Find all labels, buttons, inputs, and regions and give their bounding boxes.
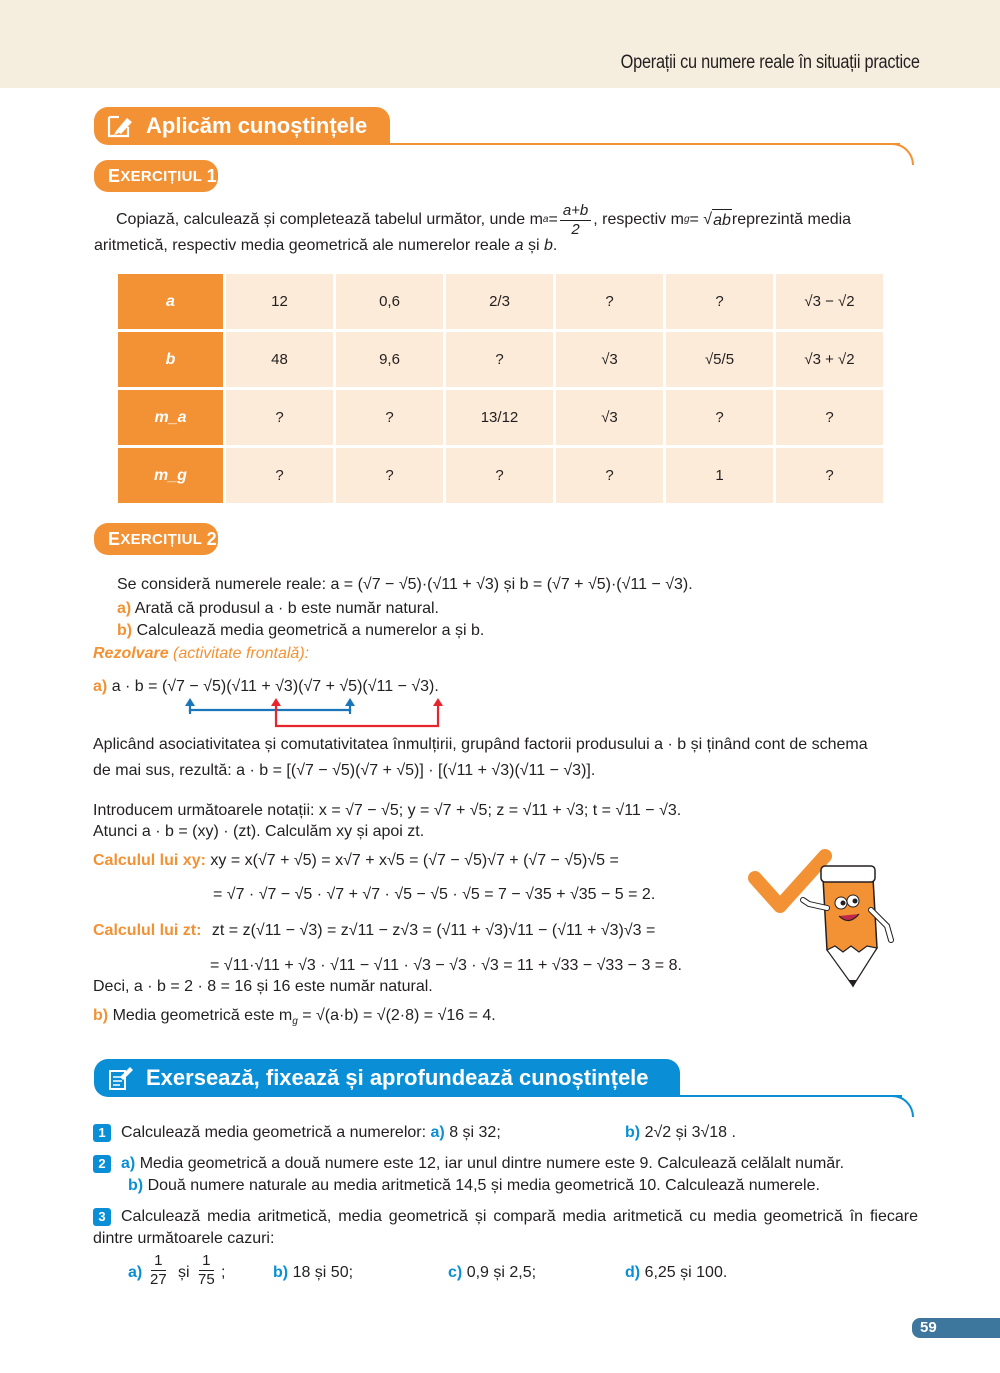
table-cell: ? [336, 448, 443, 503]
table-cell: ? [446, 332, 553, 387]
table-cell: 12 [226, 274, 333, 329]
table-row [118, 274, 883, 329]
table-cell: 9,6 [336, 332, 443, 387]
table-cell: √3 − √2 [776, 274, 883, 329]
header-band [0, 0, 1000, 88]
table-cell: ? [666, 274, 773, 329]
table-cell: ? [556, 448, 663, 503]
section-rule-curve [892, 1095, 914, 1117]
practice-exercise-2: 2 a) Media geometrică a două numere este 12, iar unul dintre numere este 9. Calculează celălalt număr. b) Două numere naturale au media aritmetică 14,5 și media geometrică 10. Calculează numerele. [93, 1153, 923, 1197]
exercise-2-part-a: a) Arată că produsul a · b este număr natural. [117, 600, 439, 617]
row-header: m_g [118, 448, 223, 503]
notations-text: Introducem următoarele notații: x = √7 − √5; y = √7 + √5; z = √11 + √3; t = √11 − √3. [93, 802, 682, 819]
table-cell: 2/3 [446, 274, 553, 329]
section-header-exerseaza [94, 1059, 680, 1097]
then-text: Atunci a · b = (xy) · (zt). Calculăm xy și apoi zt. [93, 823, 425, 840]
conclusion-text: Deci, a · b = 2 · 8 = 16 și 16 este număr natural. [93, 978, 433, 995]
table-cell: 48 [226, 332, 333, 387]
exercise-number-badge: 3 [93, 1208, 111, 1226]
ma-formula: $\frac{a+b}{2}$ [560, 202, 591, 239]
section-title: Aplicăm cunoștințele [146, 113, 368, 138]
calc-xy-line1: Calculul lui xy: xy = x(√7 + √5) = x√7 + x√5 = (√7 − √5)√7 + (√7 − √5)√5 = [93, 852, 619, 869]
table-cell: √3 [556, 332, 663, 387]
table-cell: ? [446, 448, 553, 503]
grouping-arrows-diagram [180, 696, 450, 736]
checkmark-icon [755, 856, 825, 906]
solution-heading: Rezolvare (activitate frontală): [93, 645, 310, 662]
table-cell: √3 + √2 [776, 332, 883, 387]
table-row [118, 448, 883, 503]
exercise-number-badge: 1 [93, 1124, 111, 1142]
table-cell: ? [776, 448, 883, 503]
exercise-2-part-b: b) Calculează media geometrică a numerelor a și b. [117, 622, 485, 639]
table-cell: 13/12 [446, 390, 553, 445]
section-rule-curve [890, 143, 914, 165]
page-number: 59 [912, 1318, 1000, 1338]
solution-b: b) Media geometrică este $m_g = √(a\cdot b) = √(2\cdot 8) = √16 = 4$. [93, 1007, 496, 1027]
table-cell: 0,6 [336, 274, 443, 329]
pen-edit-icon [106, 113, 134, 139]
pencil-mascot-illustration [745, 848, 915, 993]
pencil-icon [803, 866, 891, 986]
running-title: Operații cu numere reale în situații practice [621, 52, 920, 73]
table-cell: ? [336, 390, 443, 445]
section-rule [680, 1095, 902, 1097]
exercise-2-statement: Se consideră numerele reale: a = (√7 − √5)·(√11 + √3) și b = (√7 + √5)·(√11 − √3). [117, 576, 693, 593]
means-table [115, 271, 886, 506]
section-header-aplicam [94, 107, 390, 145]
practice-exercise-1: 1 Calculează media geometrică a numerelor: a) 8 și 32; b) 2√2 și 3√18 . [93, 1122, 913, 1144]
table-cell: √5/5 [666, 332, 773, 387]
calc-xy-line2: = √7 · √7 − √5 · √7 + √7 · √5 − √5 · √5 = 7 − √35 + √35 − 5 = 2. [213, 886, 656, 903]
table-row [118, 390, 883, 445]
solution-a-expression: a) a · b = (√7 − √5)(√11 + √3)(√7 + √5)(√11 − √3). [93, 678, 439, 695]
calc-zt-line1: Calculul lui zt: zt = z(√11 − √3) = z√11 − z√3 = (√11 + √3)√11 − (√11 + √3)√3 = [93, 922, 656, 939]
exercise-1-badge: E XERCIȚIUL 1 [94, 160, 218, 192]
row-header: b [118, 332, 223, 387]
table-cell: 1 [666, 448, 773, 503]
table-cell: √3 [556, 390, 663, 445]
exercise-2-badge: E XERCIȚIUL 2 [94, 523, 218, 555]
table-cell: ? [776, 390, 883, 445]
calc-zt-line2: = √11·√11 + √3 · √11 − √11 · √3 − √3 · √3 = 11 + √33 − √33 − 3 = 8. [210, 957, 682, 974]
table-cell: ? [226, 390, 333, 445]
exercise-number-badge: 2 [93, 1155, 111, 1173]
table-row [118, 332, 883, 387]
row-header: m_a [118, 390, 223, 445]
exercise-1-intro: Copiază, calculează și completează tabelul următor, unde m a = $\frac{a+b}{2}$ , respectiv m g = √ ab reprezintă media aritmetică, respectiv media geometrică ale numerelor reale a și b. [94, 201, 852, 254]
section-rule [390, 143, 900, 145]
table-cell: ? [226, 448, 333, 503]
associativity-text: Aplicând asociativitatea și comutativitatea înmulțirii, grupând factorii produsului a · b și ținând cont de schema de mai sus, rezultă: a · b = [(√7 − √5)(√7 + √5)] · [(√11 + √3)(√11 − √3)]. [93, 736, 868, 779]
practice-exercise-3-cases: a) $\frac{1}{27}$ și $\frac{1}{75}$ ; b) 18 și 50; c) 0,9 și 2,5; d) 6,25 și 100. [128, 1252, 728, 1288]
section-title: Exersează, fixează și aprofundează cunoștințele [146, 1065, 649, 1090]
table-cell: ? [666, 390, 773, 445]
notepad-pin-icon [106, 1065, 134, 1091]
practice-exercise-3: 3 Calculează media aritmetică, media geometrică și compară media aritmetică cu media geometrică în fiecare dintre următoarele cazuri: [93, 1208, 918, 1247]
row-header: a [118, 274, 223, 329]
table-cell: ? [556, 274, 663, 329]
